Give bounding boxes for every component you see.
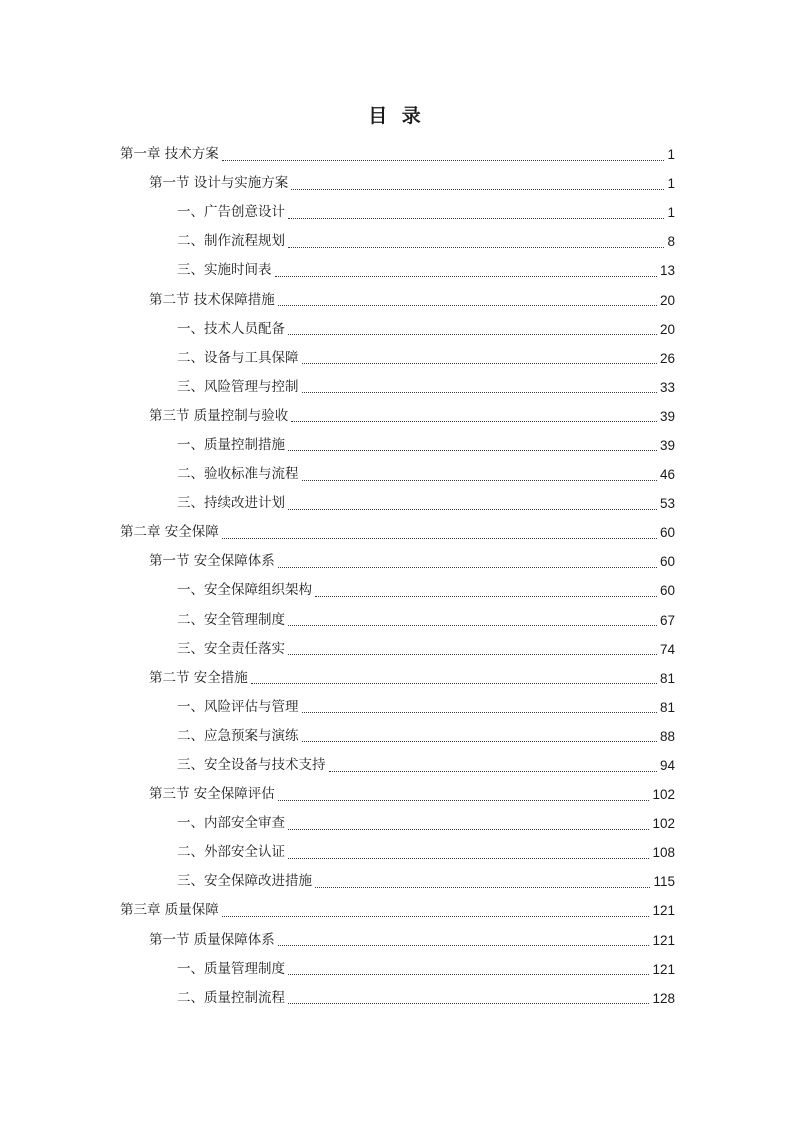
toc-entry[interactable] — [0, 722, 793, 751]
toc-entry-label: 第二节 安全措施 — [149, 669, 248, 686]
toc-entry[interactable] — [0, 227, 793, 256]
toc-entry[interactable] — [0, 955, 793, 984]
toc-entry-label: 第二章 安全保障 — [120, 524, 219, 541]
toc-entry-label: 三、持续改进计划 — [177, 495, 285, 512]
toc-entry[interactable] — [0, 431, 793, 460]
toc-entry[interactable] — [0, 984, 793, 1013]
toc-dot-leader — [288, 449, 657, 451]
toc-entry-page-number: 20 — [659, 292, 675, 308]
toc-entry-label: 三、风险管理与控制 — [177, 378, 299, 395]
toc-entry-page-number: 74 — [659, 641, 675, 657]
toc-entry[interactable] — [0, 169, 793, 198]
toc-dot-leader — [291, 420, 657, 422]
toc-entry[interactable] — [0, 896, 793, 925]
toc-entry-label: 第三节 质量控制与验收 — [149, 407, 289, 424]
toc-list — [0, 140, 793, 1013]
toc-dot-leader — [288, 857, 649, 859]
toc-entry-page-number: 8 — [667, 234, 675, 250]
toc-entry[interactable] — [0, 838, 793, 867]
toc-dot-leader — [288, 246, 664, 248]
toc-entry[interactable] — [0, 460, 793, 489]
toc-dot-leader — [302, 391, 657, 393]
toc-entry[interactable] — [0, 867, 793, 896]
toc-entry-page-number: 121 — [652, 932, 675, 948]
toc-dot-leader — [291, 188, 664, 190]
toc-entry[interactable] — [0, 751, 793, 780]
toc-entry[interactable] — [0, 285, 793, 314]
toc-entry-page-number: 60 — [659, 554, 675, 570]
toc-entry-label: 一、技术人员配备 — [177, 320, 285, 337]
toc-entry[interactable] — [0, 140, 793, 169]
toc-dot-leader — [302, 711, 657, 713]
toc-entry-page-number: 121 — [652, 903, 675, 919]
toc-entry-page-number: 1 — [667, 147, 675, 163]
toc-entry[interactable] — [0, 606, 793, 635]
toc-dot-leader — [288, 624, 657, 626]
toc-entry-label: 二、应急预案与演练 — [177, 727, 299, 744]
toc-dot-leader — [278, 566, 657, 568]
toc-entry-page-number: 39 — [659, 408, 675, 424]
toc-dot-leader — [288, 828, 649, 830]
toc-entry-label: 一、广告创意设计 — [177, 204, 285, 221]
toc-entry-page-number: 53 — [659, 496, 675, 512]
toc-entry-label: 一、安全保障组织架构 — [177, 582, 312, 599]
toc-entry-page-number: 26 — [659, 350, 675, 366]
toc-entry[interactable] — [0, 373, 793, 402]
toc-dot-leader — [278, 799, 650, 801]
toc-entry[interactable] — [0, 198, 793, 227]
toc-entry-label: 三、安全保障改进措施 — [177, 873, 312, 890]
toc-entry-label: 第三章 质量保障 — [120, 902, 219, 919]
toc-entry-label: 第一章 技术方案 — [120, 146, 219, 163]
toc-entry-label: 第二节 技术保障措施 — [149, 291, 275, 308]
toc-entry-label: 一、风险评估与管理 — [177, 698, 299, 715]
toc-entry-page-number: 60 — [659, 583, 675, 599]
toc-entry-page-number: 1 — [667, 176, 675, 192]
toc-dot-leader — [222, 537, 657, 539]
toc-entry-page-number: 121 — [652, 961, 675, 977]
toc-entry-label: 二、设备与工具保障 — [177, 349, 299, 366]
toc-entry[interactable] — [0, 315, 793, 344]
toc-entry-label: 第三节 安全保障评估 — [149, 786, 275, 803]
toc-entry[interactable] — [0, 547, 793, 576]
toc-entry-page-number: 108 — [652, 845, 675, 861]
toc-entry[interactable] — [0, 664, 793, 693]
toc-entry-page-number: 1 — [667, 205, 675, 221]
toc-dot-leader — [288, 1002, 649, 1004]
toc-entry-label: 第一节 质量保障体系 — [149, 931, 275, 948]
toc-dot-leader — [302, 362, 657, 364]
toc-entry[interactable] — [0, 489, 793, 518]
toc-entry-page-number: 115 — [653, 874, 675, 890]
toc-entry[interactable] — [0, 518, 793, 547]
toc-dot-leader — [288, 653, 657, 655]
toc-entry-page-number: 88 — [659, 728, 675, 744]
toc-dot-leader — [315, 886, 650, 888]
toc-entry-page-number: 67 — [659, 612, 675, 628]
toc-entry[interactable] — [0, 402, 793, 431]
toc-dot-leader — [302, 479, 657, 481]
toc-entry[interactable] — [0, 344, 793, 373]
toc-entry-page-number: 13 — [659, 263, 675, 279]
toc-entry-label: 一、质量控制措施 — [177, 436, 285, 453]
toc-entry-label: 二、外部安全认证 — [177, 844, 285, 861]
toc-entry[interactable] — [0, 780, 793, 809]
toc-entry-label: 三、安全责任落实 — [177, 640, 285, 657]
toc-title: 目 录 — [368, 105, 425, 127]
toc-entry-label: 三、安全设备与技术支持 — [177, 757, 326, 774]
toc-entry[interactable] — [0, 926, 793, 955]
toc-dot-leader — [288, 973, 649, 975]
toc-dot-leader — [275, 275, 657, 277]
toc-entry-label: 三、实施时间表 — [177, 262, 272, 279]
toc-dot-leader — [288, 333, 657, 335]
toc-entry-page-number: 33 — [659, 379, 675, 395]
toc-entry-label: 二、质量控制流程 — [177, 989, 285, 1006]
toc-entry-label: 第一节 安全保障体系 — [149, 553, 275, 570]
toc-dot-leader — [315, 595, 657, 597]
toc-entry-page-number: 81 — [659, 670, 675, 686]
toc-entry[interactable] — [0, 256, 793, 285]
toc-entry-label: 一、质量管理制度 — [177, 960, 285, 977]
toc-dot-leader — [222, 915, 650, 917]
toc-dot-leader — [278, 944, 650, 946]
toc-entry-page-number: 102 — [652, 816, 675, 832]
toc-dot-leader — [222, 159, 665, 161]
toc-dot-leader — [278, 304, 657, 306]
toc-entry-page-number: 102 — [652, 787, 675, 803]
toc-entry[interactable] — [0, 693, 793, 722]
toc-entry-page-number: 20 — [659, 321, 675, 337]
toc-entry-page-number: 39 — [659, 437, 675, 453]
toc-entry-page-number: 81 — [659, 699, 675, 715]
toc-dot-leader — [302, 740, 657, 742]
toc-dot-leader — [251, 682, 657, 684]
toc-entry[interactable] — [0, 576, 793, 605]
toc-entry-label: 二、安全管理制度 — [177, 611, 285, 628]
toc-entry-label: 二、制作流程规划 — [177, 233, 285, 250]
toc-entry[interactable] — [0, 635, 793, 664]
toc-dot-leader — [288, 217, 664, 219]
toc-entry-label: 第一节 设计与实施方案 — [149, 175, 289, 192]
toc-dot-leader — [288, 508, 657, 510]
toc-entry-page-number: 60 — [659, 525, 675, 541]
toc-dot-leader — [329, 770, 657, 772]
toc-entry-label: 一、内部安全审查 — [177, 815, 285, 832]
toc-entry-label: 二、验收标准与流程 — [177, 466, 299, 483]
toc-entry-page-number: 128 — [652, 990, 675, 1006]
toc-entry-page-number: 94 — [659, 758, 675, 774]
toc-entry[interactable] — [0, 809, 793, 838]
toc-entry-page-number: 46 — [659, 467, 675, 483]
